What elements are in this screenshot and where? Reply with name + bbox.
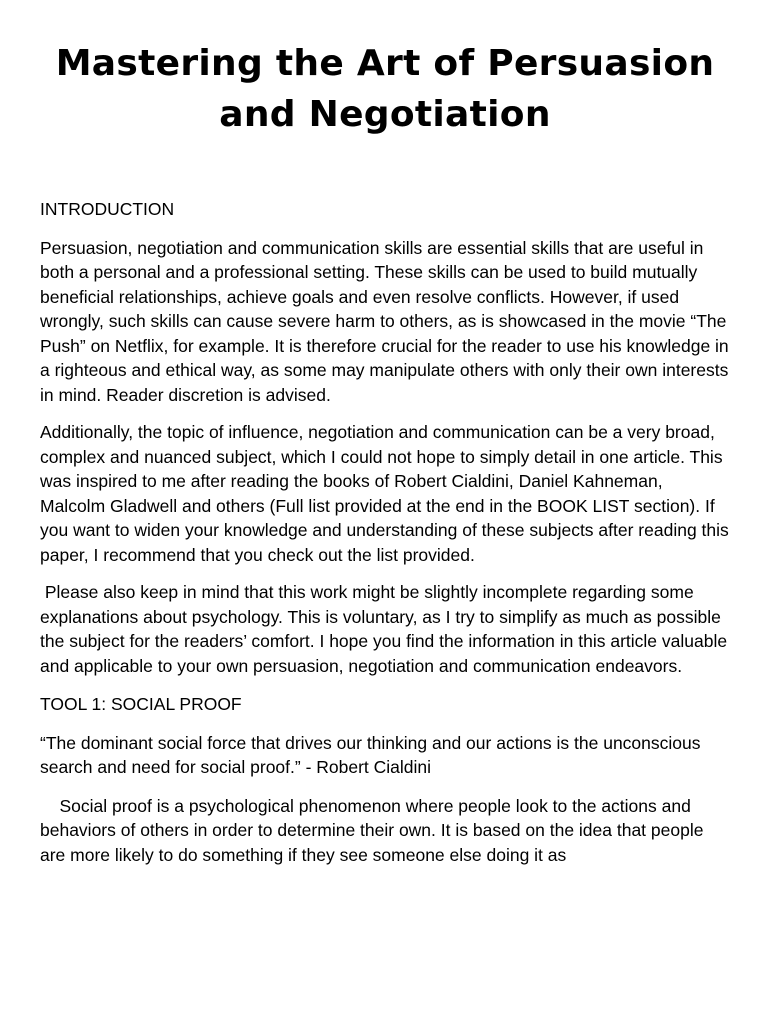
tool1-heading: TOOL 1: SOCIAL PROOF <box>40 694 242 714</box>
introduction-heading: INTRODUCTION <box>40 199 175 219</box>
document-title: Mastering the Art of Persuasion and Negotiation <box>55 43 715 135</box>
intro-paragraph-2: Additionally, the topic of influence, negotiation and communication can be a very broad, complex and nuanced subject, which I could not hope to simply detail in one article. This was inspired to me after reading the books of Robert Cialdini, Daniel Kahneman, Malcolm Gladwell and others (Full list provided at the end in the BOOK LIST section). If you want to widen your knowledge and understanding of these subjects after reading this paper, I recommend that you check out the list provided. <box>40 422 729 565</box>
tool1-quote: “The dominant social force that drives our thinking and our actions is the unconscious search and need for social proof.” - Robert Cialdini <box>40 732 701 777</box>
intro-paragraph-1: Persuasion, negotiation and communication skills are essential skills that are useful in both a personal and a professional setting. These skills can be used to build mutually beneficial relationships, achieve goals and even resolve conflicts. However, if used wrongly, such skills can cause severe harm to others, as is showcased in the movie “The Push” on Netflix, for example. It is therefore crucial for the reader to use his knowledge in a righteous and ethical way, as some may manipulate others with only their own interests in mind. Reader discretion is advised. <box>40 237 729 405</box>
intro-paragraph-3: Please also keep in mind that this work might be slightly incomplete regarding some explanations about psychology. This is voluntary, as I try to simplify as much as possible the subject for the readers’ comfort. I hope you find the information in this article valuable and applicable to your own persuasion, negotiation and communication endeavors. <box>40 582 732 676</box>
tool1-paragraph: Social proof is a psychological phenomenon where people look to the actions and behaviors of others in order to determine their own. It is based on the idea that people are more likely to do something if they see someone else doing it as <box>40 795 709 865</box>
